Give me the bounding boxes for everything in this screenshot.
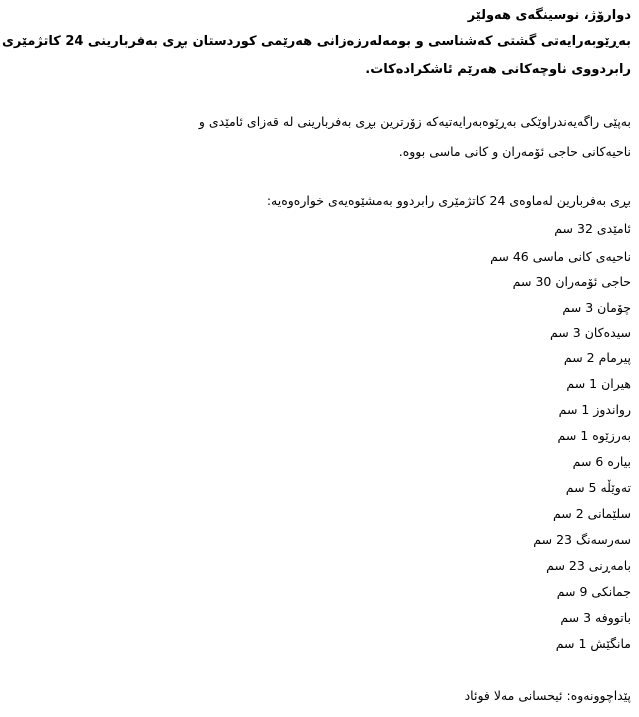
snowfall-item: مانگێش 1 سم	[555, 636, 631, 651]
snowfall-item: چۆمان 3 سم	[562, 300, 631, 315]
snowfall-item: بامەڕنی 23 سم	[546, 558, 631, 573]
snowfall-item: پیرمام 2 سم	[563, 350, 631, 365]
snowfall-item: تەوێڵە 5 سم	[565, 480, 631, 495]
snowfall-item: سەرسەنگ 23 سم	[533, 532, 631, 547]
snowfall-item: ناحیەی کانی ماسی 46 سم	[490, 249, 631, 264]
snowfall-item: ئامێدی 32 سم	[554, 221, 631, 236]
intro-line-2: ناحیەکانی حاجی ئۆمەران و کانی ماسی بووە.	[398, 144, 631, 159]
list-lead: بڕی بەفربارین لەماوەی 24 کاتژمێری رابردوو بەمشێوەیەی خوارەوەیە:	[266, 193, 631, 208]
snowfall-item: سیدەکان 3 سم	[549, 325, 631, 340]
snowfall-item: هیران 1 سم	[566, 376, 631, 391]
snowfall-item: باتووفە 3 سم	[560, 610, 631, 625]
snowfall-item: حاجی ئۆمەران 30 سم	[512, 274, 631, 289]
headline-line-1: بەڕێوبەرایەتی گشتی کەشناسی و بومەلەرزەزانی هەرێمی کوردستان بڕی بەفربارینی 24 کاتژمێری	[2, 34, 631, 49]
dateline: دوارۆژ، نوسینگەی هەولێر	[467, 8, 631, 23]
snowfall-item: جمانکی 9 سم	[556, 584, 631, 599]
snowfall-item: رواندوز 1 سم	[558, 402, 631, 417]
snowfall-item: بیارە 6 سم	[572, 454, 631, 469]
source-credit: پێداچوونەوە: ئیحسانی مەلا فوئاد	[464, 688, 631, 703]
headline-line-2: رابردووی ناوچەکانی هەرێم ئاشکرادەکات.	[365, 62, 631, 77]
intro-line-1: بەپێی راگەیەندراوێکی بەڕێوەبەرایەتیەکە زۆرترین بڕی بەفربارینی لە قەزای ئامێدی و	[198, 114, 631, 129]
snowfall-item: سلێمانی 2 سم	[552, 506, 631, 521]
snowfall-item: بەرزێوە 1 سم	[557, 428, 631, 443]
